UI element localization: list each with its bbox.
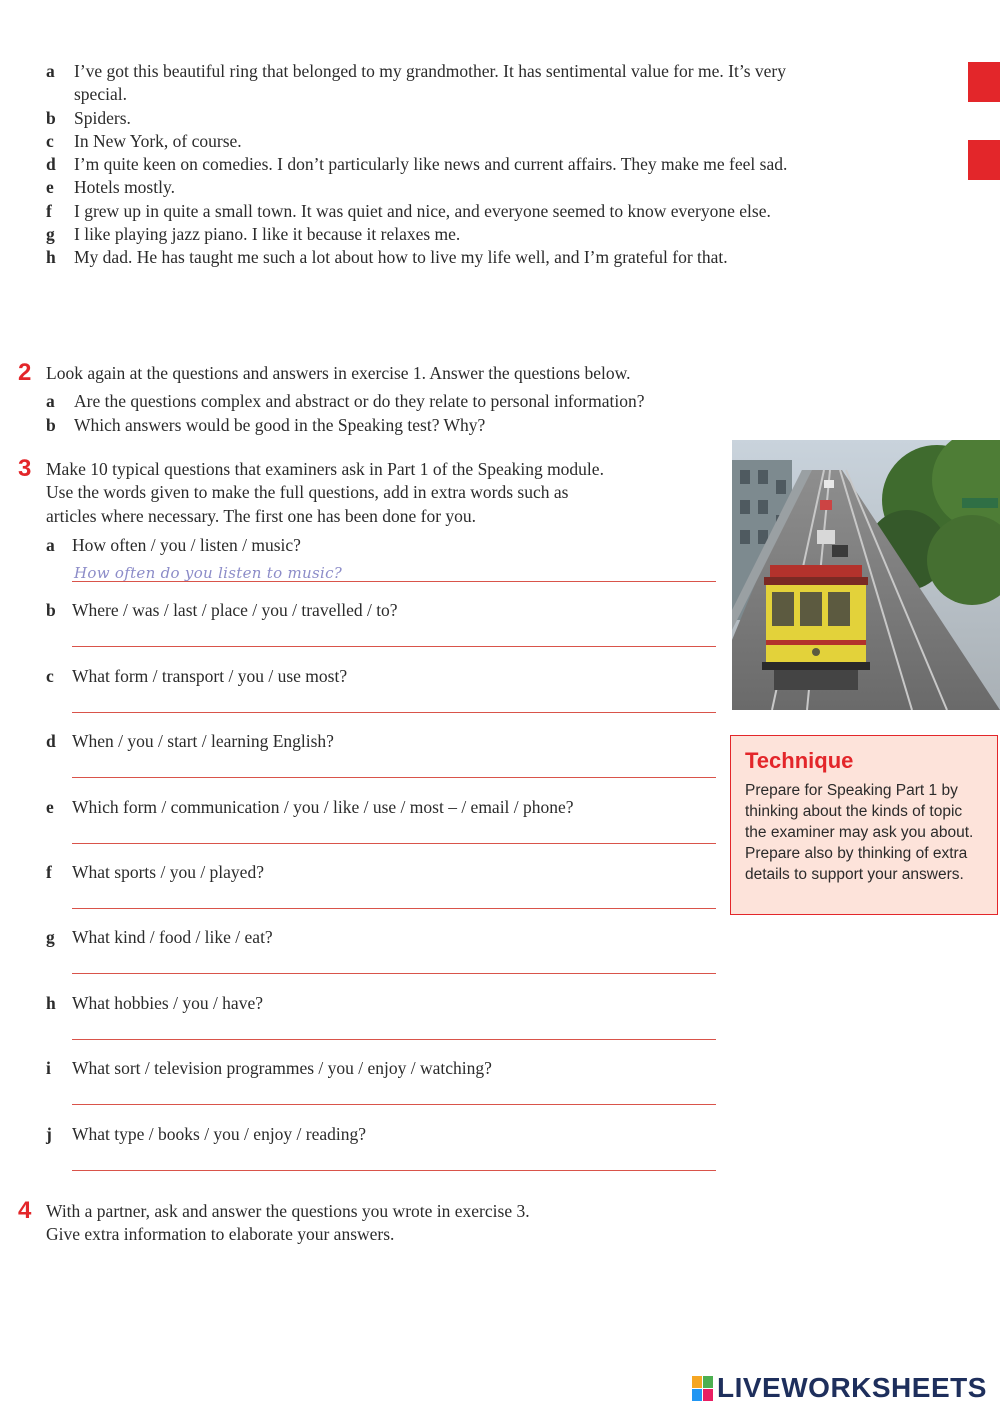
exercise-3 — [18, 455, 728, 528]
instruction-line: Give extra information to elaborate your answers. — [46, 1224, 395, 1245]
item-letter: c — [46, 665, 54, 686]
question-item — [46, 860, 716, 925]
technique-body: Prepare for Speaking Part 1 by thinking about the kinds of topic the examiner may ask you about. Prepare also by thinking of extra details to support your answers. — [745, 782, 974, 883]
item-letter: e — [46, 177, 54, 198]
exercise3-question-list — [46, 533, 716, 1187]
handwritten-answer: How often do you listen to music? — [74, 564, 343, 582]
question-item — [46, 598, 716, 663]
answer-line[interactable] — [72, 1039, 716, 1040]
exercise-instruction: Look again at the questions and answers in exercise 1. Answer the questions below. — [46, 363, 631, 383]
answer-line[interactable] — [72, 581, 716, 582]
item-letter: i — [46, 1058, 51, 1079]
exercise-4 — [18, 1197, 718, 1247]
answer-text: In New York, of course. — [74, 130, 242, 151]
question-text: Are the questions complex and abstract or do they relate to personal information? — [74, 391, 645, 412]
item-letter: d — [46, 154, 56, 175]
answer-item — [46, 107, 816, 130]
answer-line[interactable] — [72, 712, 716, 713]
exercise-number: 2 — [18, 359, 32, 386]
item-letter: d — [46, 731, 56, 752]
question-item — [46, 664, 716, 729]
question-prompt: What hobbies / you / have? — [72, 992, 263, 1013]
instruction-line: Use the words given to make the full questions, add in extra words such as — [46, 482, 569, 503]
answer-item — [46, 223, 816, 246]
exercise-instruction — [46, 1200, 718, 1247]
item-letter: h — [46, 992, 56, 1013]
question-item — [46, 533, 716, 598]
answer-line[interactable] — [72, 1104, 716, 1105]
cable-car-photo — [732, 440, 1000, 710]
instruction-line: articles where necessary. The first one has been done for you. — [46, 505, 477, 526]
item-letter: f — [46, 861, 52, 882]
question-item — [46, 1056, 716, 1121]
item-letter: h — [46, 247, 56, 268]
answer-text: Hotels mostly. — [74, 177, 175, 198]
item-letter: j — [46, 1123, 52, 1144]
item-letter: b — [46, 107, 56, 128]
item-letter: g — [46, 224, 55, 245]
answer-line[interactable] — [72, 646, 716, 647]
question-prompt: Where / was / last / place / you / travelled / to? — [72, 600, 398, 621]
answer-text: I’ve got this beautiful ring that belonged to my grandmother. It has sentimental value for me. It’s very special. — [74, 61, 786, 105]
item-letter: c — [46, 130, 54, 151]
side-tab-marker — [968, 62, 1000, 102]
answer-item — [46, 130, 816, 153]
answer-line[interactable] — [72, 973, 716, 974]
question-prompt: What type / books / you / enjoy / reading? — [72, 1123, 367, 1144]
question-prompt: What sports / you / played? — [72, 861, 264, 882]
item-letter: a — [46, 391, 55, 412]
answer-item — [46, 60, 816, 107]
question-item — [46, 925, 716, 990]
answer-text: I’m quite keen on comedies. I don’t particularly like news and current affairs. They make me feel sad. — [74, 154, 788, 175]
answer-text: I like playing jazz piano. I like it because it relaxes me. — [74, 224, 461, 245]
technique-box — [730, 735, 998, 915]
brand-name: LIVEWORKSHEETS — [717, 1372, 987, 1403]
item-letter: g — [46, 927, 55, 948]
question-item — [46, 729, 716, 794]
item-letter: a — [46, 61, 55, 81]
question-prompt: What sort / television programmes / you / enjoy / watching? — [72, 1058, 492, 1079]
item-letter: b — [46, 414, 56, 435]
question-text: Which answers would be good in the Speaking test? Why? — [74, 414, 486, 435]
answer-line[interactable] — [72, 777, 716, 778]
answer-item — [46, 176, 816, 199]
liveworksheets-icon — [692, 1376, 713, 1401]
question-item — [46, 390, 798, 413]
answer-item — [46, 200, 816, 223]
cable-car-illustration — [732, 440, 1000, 710]
item-letter: b — [46, 600, 56, 621]
side-tab-marker — [968, 140, 1000, 180]
item-letter: f — [46, 200, 52, 221]
question-prompt: How often / you / listen / music? — [72, 535, 301, 555]
exercise1-answers — [46, 60, 816, 270]
question-prompt: What kind / food / like / eat? — [72, 927, 273, 948]
item-letter: a — [46, 535, 55, 555]
instruction-line: Make 10 typical questions that examiners ask in Part 1 of the Speaking module. — [46, 459, 604, 479]
item-letter: e — [46, 796, 54, 817]
instruction-line: With a partner, ask and answer the questions you wrote in exercise 3. — [46, 1201, 530, 1221]
answer-item — [46, 246, 816, 269]
exercise-2 — [18, 359, 798, 437]
question-item — [46, 795, 716, 860]
exercise-number: 3 — [18, 455, 32, 482]
answer-line[interactable] — [72, 843, 716, 844]
answer-text: Spiders. — [74, 107, 131, 128]
question-item — [46, 1122, 716, 1187]
question-item — [46, 991, 716, 1056]
answer-text: My dad. He has taught me such a lot about how to live my life well, and I’m grateful for that. — [74, 247, 728, 268]
technique-title: Technique — [745, 748, 854, 773]
exercise-number: 4 — [18, 1197, 32, 1224]
question-item — [46, 414, 798, 437]
answer-line[interactable] — [72, 1170, 716, 1171]
answer-text: I grew up in quite a small town. It was quiet and nice, and everyone seemed to know everyone else. — [74, 200, 771, 221]
question-prompt: What form / transport / you / use most? — [72, 665, 348, 686]
question-prompt: When / you / start / learning English? — [72, 731, 334, 752]
exercise-instruction — [46, 458, 728, 528]
answer-item — [46, 153, 816, 176]
answer-line[interactable] — [72, 908, 716, 909]
question-prompt: Which form / communication / you / like / use / most – / email / phone? — [72, 796, 574, 817]
liveworksheets-logo — [692, 1372, 987, 1404]
